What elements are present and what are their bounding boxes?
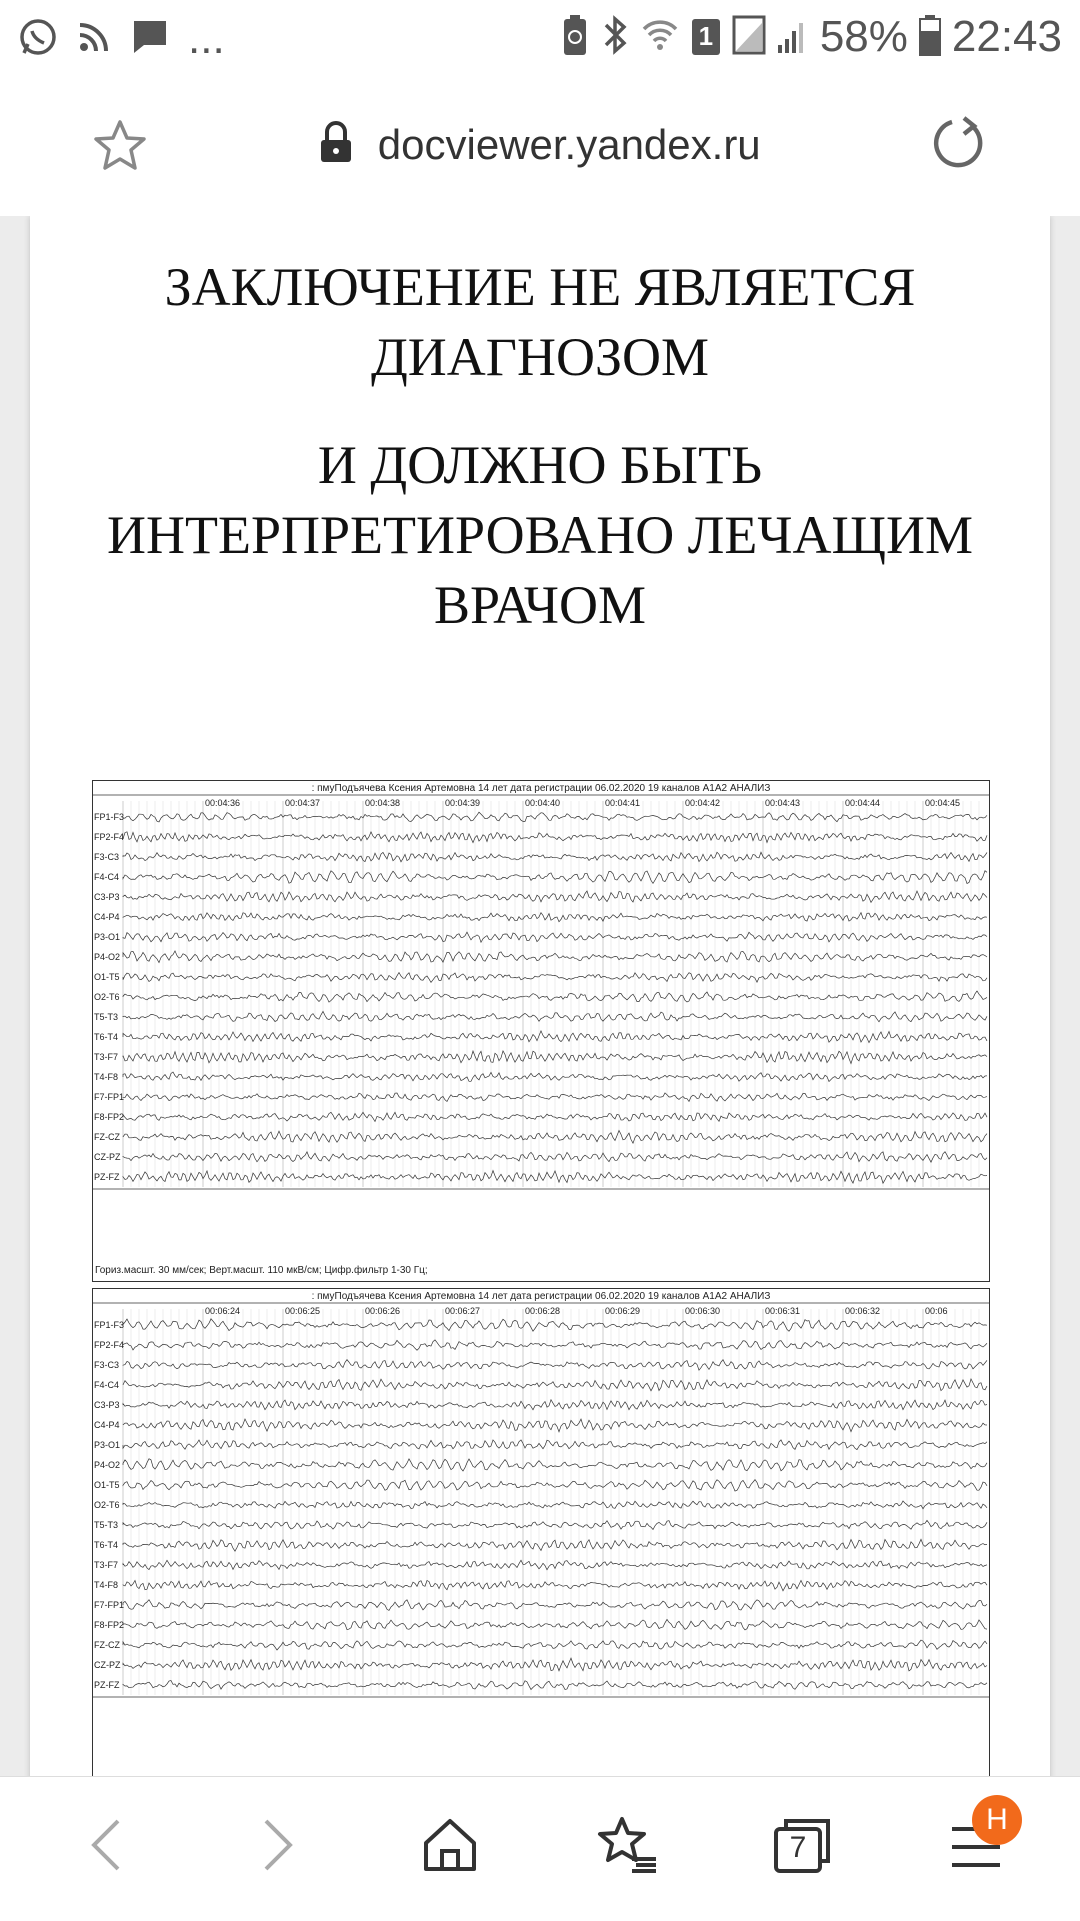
time-label: 00:06:32	[845, 1306, 881, 1316]
wifi-icon	[640, 13, 680, 62]
time-label: 00:06:31	[765, 1306, 801, 1316]
time-label: 00:06:29	[605, 1306, 641, 1316]
channel-label: T5-T3	[94, 1520, 119, 1530]
channel-label: CZ-PZ	[94, 1660, 121, 1670]
channel-label: FP1-F3	[94, 1320, 125, 1330]
channel-label: C4-P4	[94, 912, 120, 922]
bookmarks-icon[interactable]	[596, 1815, 660, 1880]
system-icons	[560, 12, 1062, 62]
channel-label: T4-F8	[94, 1072, 119, 1082]
interpretation-heading	[30, 430, 1050, 640]
time-label: 00:04:42	[685, 798, 721, 808]
channel-label: T6-T4	[94, 1540, 119, 1550]
more-notifications: ...	[188, 14, 225, 63]
channel-label: FP2-F4	[94, 1340, 125, 1350]
home-icon[interactable]	[420, 1815, 480, 1880]
channel-label: T5-T3	[94, 1012, 119, 1022]
channel-label: O1-T5	[94, 972, 120, 982]
channel-label: C3-P3	[94, 1400, 120, 1410]
clock: 22:43	[951, 12, 1062, 61]
tabs-count: 7	[789, 1831, 807, 1864]
channel-label: P3-O1	[94, 932, 121, 942]
time-label: 00:06:25	[285, 1306, 321, 1316]
channel-label: PZ-FZ	[94, 1172, 120, 1182]
channel-label: F3-C3	[94, 1360, 120, 1370]
channel-label: F7-FP1	[94, 1092, 125, 1102]
channel-label: F4-C4	[94, 872, 120, 882]
channel-label: F8-FP2	[94, 1112, 125, 1122]
channel-label: PZ-FZ	[94, 1680, 120, 1690]
channel-label: T3-F7	[94, 1052, 119, 1062]
disclaimer-heading	[30, 252, 1050, 392]
sim-icon	[690, 17, 722, 57]
battery-saver-icon	[560, 13, 590, 62]
time-label: 00:04:38	[365, 798, 401, 808]
document-page	[30, 216, 1050, 1776]
forward-icon[interactable]	[258, 1815, 298, 1880]
bluetooth-icon	[600, 13, 630, 62]
channel-label: O1-T5	[94, 1480, 120, 1490]
browser-address-bar	[0, 78, 1080, 217]
profile-badge[interactable]: Н	[972, 1795, 1022, 1845]
channel-label: FP2-F4	[94, 832, 125, 842]
channel-label: C4-P4	[94, 1420, 120, 1430]
channel-label: FP1-F3	[94, 812, 125, 822]
url-field[interactable]	[0, 120, 1080, 169]
rss-icon	[76, 19, 112, 60]
signal-bars-icon	[776, 15, 810, 60]
time-label: 00:04:39	[445, 798, 481, 808]
eeg-recording-2	[92, 1288, 990, 1776]
eeg-recording-1	[92, 780, 990, 1282]
whatsapp-icon	[18, 17, 58, 62]
battery-icon	[918, 13, 942, 62]
time-label: 00:04:43	[765, 798, 801, 808]
channel-label: F3-C3	[94, 852, 120, 862]
channel-label: P4-O2	[94, 1460, 121, 1470]
channel-label: CZ-PZ	[94, 1152, 121, 1162]
time-label: 00:04:37	[285, 798, 321, 808]
eeg-footer: Гориз.масшт. 30 мм/сек; Верт.масшт. 110 мкВ/см; Цифр.фильтр 1-30 Гц;	[95, 1265, 428, 1276]
time-label: 00:06	[925, 1306, 948, 1316]
sim-number: 1	[698, 21, 714, 51]
eeg-title: : пмуПодъячева Ксения Артемовна 14 лет дата регистрации 06.02.2020 19 каналов A1A2 АНАЛИЗ	[311, 1291, 771, 1302]
reload-icon[interactable]	[930, 114, 988, 177]
eeg-title: : пмуПодъячева Ксения Артемовна 14 лет дата регистрации 06.02.2020 19 каналов A1A2 АНАЛИЗ	[311, 783, 771, 794]
back-icon[interactable]	[86, 1815, 126, 1880]
time-label: 00:04:36	[205, 798, 241, 808]
time-label: 00:06:27	[445, 1306, 481, 1316]
time-label: 00:04:40	[525, 798, 561, 808]
eeg-traces	[93, 781, 989, 1281]
time-label: 00:04:41	[605, 798, 641, 808]
time-label: 00:06:30	[685, 1306, 721, 1316]
url-text: docviewer.yandex.ru	[377, 120, 761, 168]
tabs-icon[interactable]	[772, 1815, 832, 1880]
eeg-traces	[93, 1289, 989, 1776]
signal-icon	[732, 15, 766, 60]
message-icon	[130, 17, 170, 62]
channel-label: F8-FP2	[94, 1620, 125, 1630]
battery-percent: 58%	[819, 12, 908, 61]
heading-line: ЗАКЛЮЧЕНИЕ НЕ ЯВЛЯЕТСЯ	[164, 257, 916, 317]
heading-line: ВРАЧОМ	[433, 575, 647, 635]
channel-label: F4-C4	[94, 1380, 120, 1390]
heading-line: ДИАГНОЗОМ	[370, 327, 710, 387]
document-viewer[interactable]	[0, 216, 1080, 1776]
channel-label: T6-T4	[94, 1032, 119, 1042]
channel-label: O2-T6	[94, 992, 120, 1002]
time-label: 00:06:26	[365, 1306, 401, 1316]
heading-line: И ДОЛЖНО БЫТЬ	[317, 435, 763, 495]
notification-icons	[18, 14, 225, 64]
channel-label: FZ-CZ	[94, 1640, 120, 1650]
lock-icon	[319, 120, 353, 169]
channel-label: T3-F7	[94, 1560, 119, 1570]
channel-label: P3-O1	[94, 1440, 121, 1450]
channel-label: C3-P3	[94, 892, 120, 902]
channel-label: T4-F8	[94, 1580, 119, 1590]
channel-label: FZ-CZ	[94, 1132, 120, 1142]
status-bar	[0, 0, 1080, 78]
browser-bottom-bar	[0, 1776, 1080, 1921]
channel-label: P4-O2	[94, 952, 121, 962]
heading-line: ИНТЕРПРЕТИРОВАНО ЛЕЧАЩИМ	[107, 505, 973, 565]
time-label: 00:06:24	[205, 1306, 241, 1316]
time-label: 00:04:44	[845, 798, 881, 808]
channel-label: O2-T6	[94, 1500, 120, 1510]
time-label: 00:06:28	[525, 1306, 561, 1316]
channel-label: F7-FP1	[94, 1600, 125, 1610]
time-label: 00:04:45	[925, 798, 961, 808]
